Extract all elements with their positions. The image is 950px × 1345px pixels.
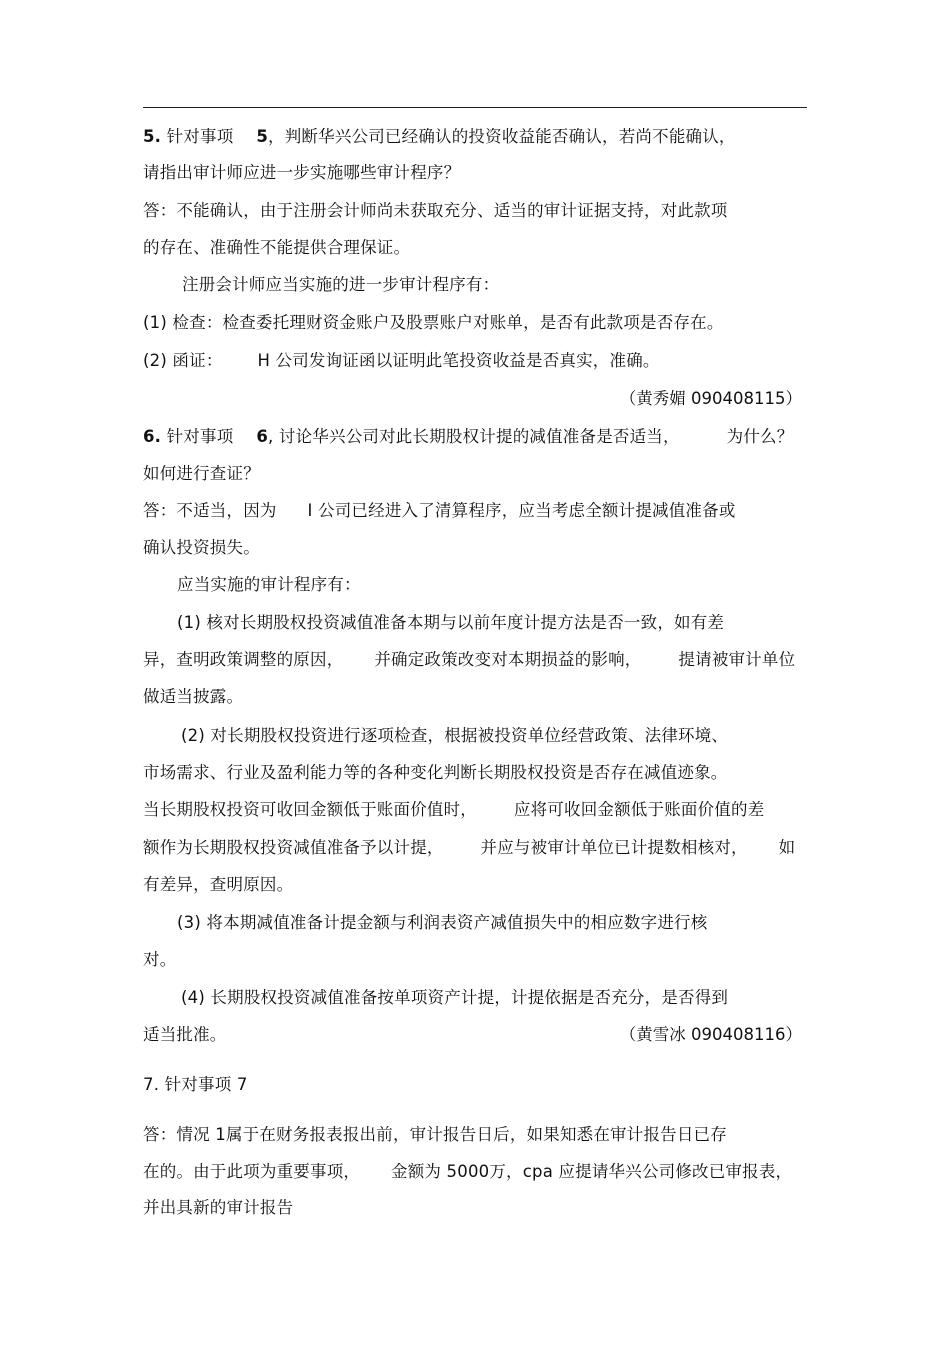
q5-heading: [143, 127, 736, 147]
q6-procedure-1-line2-c: 提请被审计单位: [678, 650, 796, 669]
q7-answer-line1: 答：情况 1属于在财务报表报出前，审计报告日后，如果知悉在审计报告日已存: [143, 1125, 727, 1144]
q5-procedures-intro: 注册会计师应当实施的进一步审计程序有：: [182, 275, 500, 294]
q6-procedure-2-line5: 有差异，查明原因。: [143, 875, 294, 894]
q6-procedure-2-line4-b: 并应与被审计单位已计提数相核对，: [480, 838, 748, 857]
q6-heading-item: 6: [256, 427, 269, 446]
q6-procedure-2-line4-a: 额作为长期股权投资减值准备予以计提，: [143, 838, 444, 857]
q6-answer-line1: [143, 501, 736, 521]
q6-procedure-2-line2: 市场需求、行业及盈利能力等的各种变化判断长期股权投资是否存在减值迹象。: [143, 763, 728, 782]
q6-procedure-1-line3: 做适当披露。: [143, 687, 244, 706]
q5-procedure-1: (1) 检查：检查委托理财资金账户及股票账户对账单，是否有此款项是否存在。: [143, 313, 724, 332]
header-rule: [143, 107, 807, 108]
q6-heading-text-c: 为什么？: [726, 427, 794, 446]
q6-author: （黄雪冰 090408116）: [619, 1025, 802, 1044]
q7-answer-line2-a: 在的。由于此项为重要事项，: [143, 1162, 361, 1181]
q6-heading: [143, 427, 793, 447]
q5-answer-line2: 的存在、准确性不能提供合理保证。: [143, 238, 411, 257]
q6-procedure-4-line2: 适当批准。: [143, 1025, 227, 1044]
q6-answer-line2: 确认投资损失。: [143, 538, 260, 557]
q5-heading-text-a: 针对事项: [166, 127, 234, 146]
q6-heading-number: 6.: [143, 427, 162, 446]
q6-procedure-2-line4-c: 如: [778, 838, 796, 857]
q6-procedure-3-line1: (3) 将本期减值准备计提金额与利润表资产减值损失中的相应数字进行核: [177, 913, 708, 932]
q5-heading-line2: 请指出审计师应进一步实施哪些审计程序？: [143, 163, 461, 182]
q5-author: （黄秀媚 090408115）: [619, 389, 802, 408]
q6-answer-line1-a: 答：不适当，因为: [143, 501, 277, 520]
q6-heading-text-b: , 讨论华兴公司对此长期股权计提的减值准备是否适当，: [268, 427, 680, 446]
q5-heading-text-b: ，判断华兴公司已经确认的投资收益能否确认，若尚不能确认，: [268, 127, 736, 146]
q7-answer-line3: 并出具新的审计报告: [143, 1198, 294, 1217]
q6-answer-line1-b: I 公司已经进入了清算程序，应当考虑全额计提减值准备或: [307, 501, 736, 520]
q6-procedure-2-line4: [143, 838, 795, 858]
q5-heading-item: 5: [256, 127, 269, 146]
q6-procedure-1-line2: [143, 650, 795, 670]
q6-procedure-4-line1: (4) 长期股权投资减值准备按单项资产计提，计提依据是否充分，是否得到: [181, 988, 729, 1007]
q5-heading-number: 5.: [143, 127, 162, 146]
q6-procedure-1-line2-b: 并确定政策改变对本期损益的影响，: [374, 650, 642, 669]
q5-procedure-2-a: (2) 函证：: [143, 351, 223, 370]
q6-procedure-2-line3: [143, 800, 764, 820]
q7-answer-line2: [143, 1162, 792, 1182]
q5-procedure-2: [143, 351, 660, 371]
q7-heading: 7. 针对事项 7: [143, 1075, 248, 1094]
q6-procedures-intro: 应当实施的审计程序有：: [177, 575, 361, 594]
q6-procedure-1-line1: (1) 核对长期股权投资减值准备本期与以前年度计提方法是否一致，如有差: [177, 613, 725, 632]
q5-procedure-2-b: H 公司发询证函以证明此笔投资收益是否真实，准确。: [257, 351, 660, 370]
q6-procedure-1-line2-a: 异，查明政策调整的原因，: [143, 650, 344, 669]
q5-answer-line1: 答：不能确认，由于注册会计师尚未获取充分、适当的审计证据支持，对此款项: [143, 201, 728, 220]
q6-procedure-2-line3-b: 应将可收回金额低于账面价值的差: [513, 800, 765, 819]
q6-heading-text-a: 针对事项: [166, 427, 234, 446]
q6-heading-line2: 如何进行查证？: [143, 464, 260, 483]
q6-procedure-2-line1: (2) 对长期股权投资进行逐项检查，根据被投资单位经营政策、法律环境、: [181, 726, 729, 745]
q6-procedure-2-line3-a: 当长期股权投资可收回金额低于账面价值时，: [143, 800, 477, 819]
q6-procedure-3-line2: 对。: [143, 950, 177, 969]
q7-answer-line2-b: 金额为 5000万，cpa 应提请华兴公司修改已审报表，: [391, 1162, 793, 1181]
